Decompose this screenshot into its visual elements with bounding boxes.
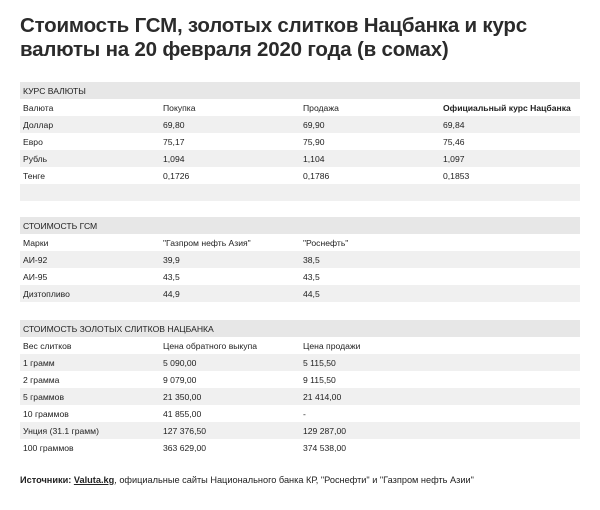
table-cell: 41 855,00 (160, 405, 300, 422)
table-cell: Рубль (20, 150, 160, 167)
empty-cell (440, 405, 580, 422)
column-header: Официальный курс Нацбанка (440, 99, 580, 116)
table-cell: 69,80 (160, 116, 300, 133)
table-cell: 38,5 (300, 251, 440, 268)
table-row (20, 405, 580, 422)
column-header: Валюта (20, 99, 160, 116)
table-cell: 1 грамм (20, 354, 160, 371)
table-cell: Дизтопливо (20, 285, 160, 302)
table-row (20, 388, 580, 405)
table-row (20, 268, 580, 285)
table-cell: 43,5 (160, 268, 300, 285)
table-header-row (20, 99, 580, 116)
table-row (20, 251, 580, 268)
source-text: , официальные сайты Национального банка КР, "Роснефти" и "Газпром нефть Азии" (114, 475, 474, 485)
column-header: Цена продажи (300, 337, 440, 354)
table-row (20, 150, 580, 167)
table-cell: Унция (31.1 грамм) (20, 422, 160, 439)
empty-cell (440, 388, 580, 405)
table-cell: 75,90 (300, 133, 440, 150)
table-header-row (20, 234, 580, 251)
table-cell: 5 граммов (20, 388, 160, 405)
table-cell: 5 090,00 (160, 354, 300, 371)
column-header: Цена обратного выкупа (160, 337, 300, 354)
source-note (20, 475, 585, 485)
table-cell: 21 414,00 (300, 388, 440, 405)
table-cell: 43,5 (300, 268, 440, 285)
empty-cell (440, 268, 580, 285)
table-row (20, 116, 580, 133)
empty-cell (440, 251, 580, 268)
table-cell: 0,1786 (300, 167, 440, 184)
table-cell: 69,90 (300, 116, 440, 133)
table-cell: 75,46 (440, 133, 580, 150)
table-row (20, 422, 580, 439)
currency-table (20, 82, 580, 201)
table-cell: 1,097 (440, 150, 580, 167)
table-row (20, 133, 580, 150)
empty-cell (440, 371, 580, 388)
table-cell: 44,9 (160, 285, 300, 302)
table-header-row (20, 337, 580, 354)
table-cell: 5 115,50 (300, 354, 440, 371)
column-header: Продажа (300, 99, 440, 116)
table-cell: 1,104 (300, 150, 440, 167)
table-cell: 374 538,00 (300, 439, 440, 456)
table-row (20, 354, 580, 371)
source-link[interactable]: Valuta.kg (73, 475, 115, 485)
table-cell: 44,5 (300, 285, 440, 302)
source-label: Источники: (20, 475, 72, 485)
column-header: Вес слитков (20, 337, 160, 354)
table-row (20, 285, 580, 302)
table-cell: 1,094 (160, 150, 300, 167)
column-header: "Газпром нефть Азия" (160, 234, 300, 251)
empty-cell (440, 422, 580, 439)
table-spacer-row (20, 184, 580, 201)
column-header: "Роснефть" (300, 234, 440, 251)
spacer-cell (20, 184, 580, 201)
table-cell: - (300, 405, 440, 422)
currency-section-title: КУРС ВАЛЮТЫ (20, 82, 580, 99)
table-row (20, 371, 580, 388)
table-cell: Евро (20, 133, 160, 150)
table-cell: 9 079,00 (160, 371, 300, 388)
fuel-table (20, 217, 580, 302)
table-cell: 75,17 (160, 133, 300, 150)
table-section-header (20, 82, 580, 99)
table-cell: Тенге (20, 167, 160, 184)
empty-cell (440, 234, 580, 251)
gold-section-title: СТОИМОСТЬ ЗОЛОТЫХ СЛИТКОВ НАЦБАНКА (20, 320, 580, 337)
column-header: Марки (20, 234, 160, 251)
table-cell: 21 350,00 (160, 388, 300, 405)
table-cell: 69,84 (440, 116, 580, 133)
table-cell: 2 грамма (20, 371, 160, 388)
table-section-header (20, 320, 580, 337)
table-cell: 129 287,00 (300, 422, 440, 439)
table-row (20, 439, 580, 456)
table-cell: 10 граммов (20, 405, 160, 422)
page-title: Стоимость ГСМ, золотых слитков Нацбанка и курс валюты на 20 февраля 2020 года (в сомах) (20, 14, 527, 61)
table-cell: 9 115,50 (300, 371, 440, 388)
fuel-section-title: СТОИМОСТЬ ГСМ (20, 217, 580, 234)
gold-table (20, 320, 580, 456)
empty-cell (440, 354, 580, 371)
table-cell: Доллар (20, 116, 160, 133)
table-cell: 0,1726 (160, 167, 300, 184)
empty-cell (440, 285, 580, 302)
empty-cell (440, 439, 580, 456)
table-cell: 100 граммов (20, 439, 160, 456)
table-section-header (20, 217, 580, 234)
table-cell: 363 629,00 (160, 439, 300, 456)
table-cell: АИ-92 (20, 251, 160, 268)
table-cell: 0,1853 (440, 167, 580, 184)
table-cell: 39,9 (160, 251, 300, 268)
column-header: Покупка (160, 99, 300, 116)
table-cell: АИ-95 (20, 268, 160, 285)
table-cell: 127 376,50 (160, 422, 300, 439)
table-row (20, 167, 580, 184)
empty-cell (440, 337, 580, 354)
